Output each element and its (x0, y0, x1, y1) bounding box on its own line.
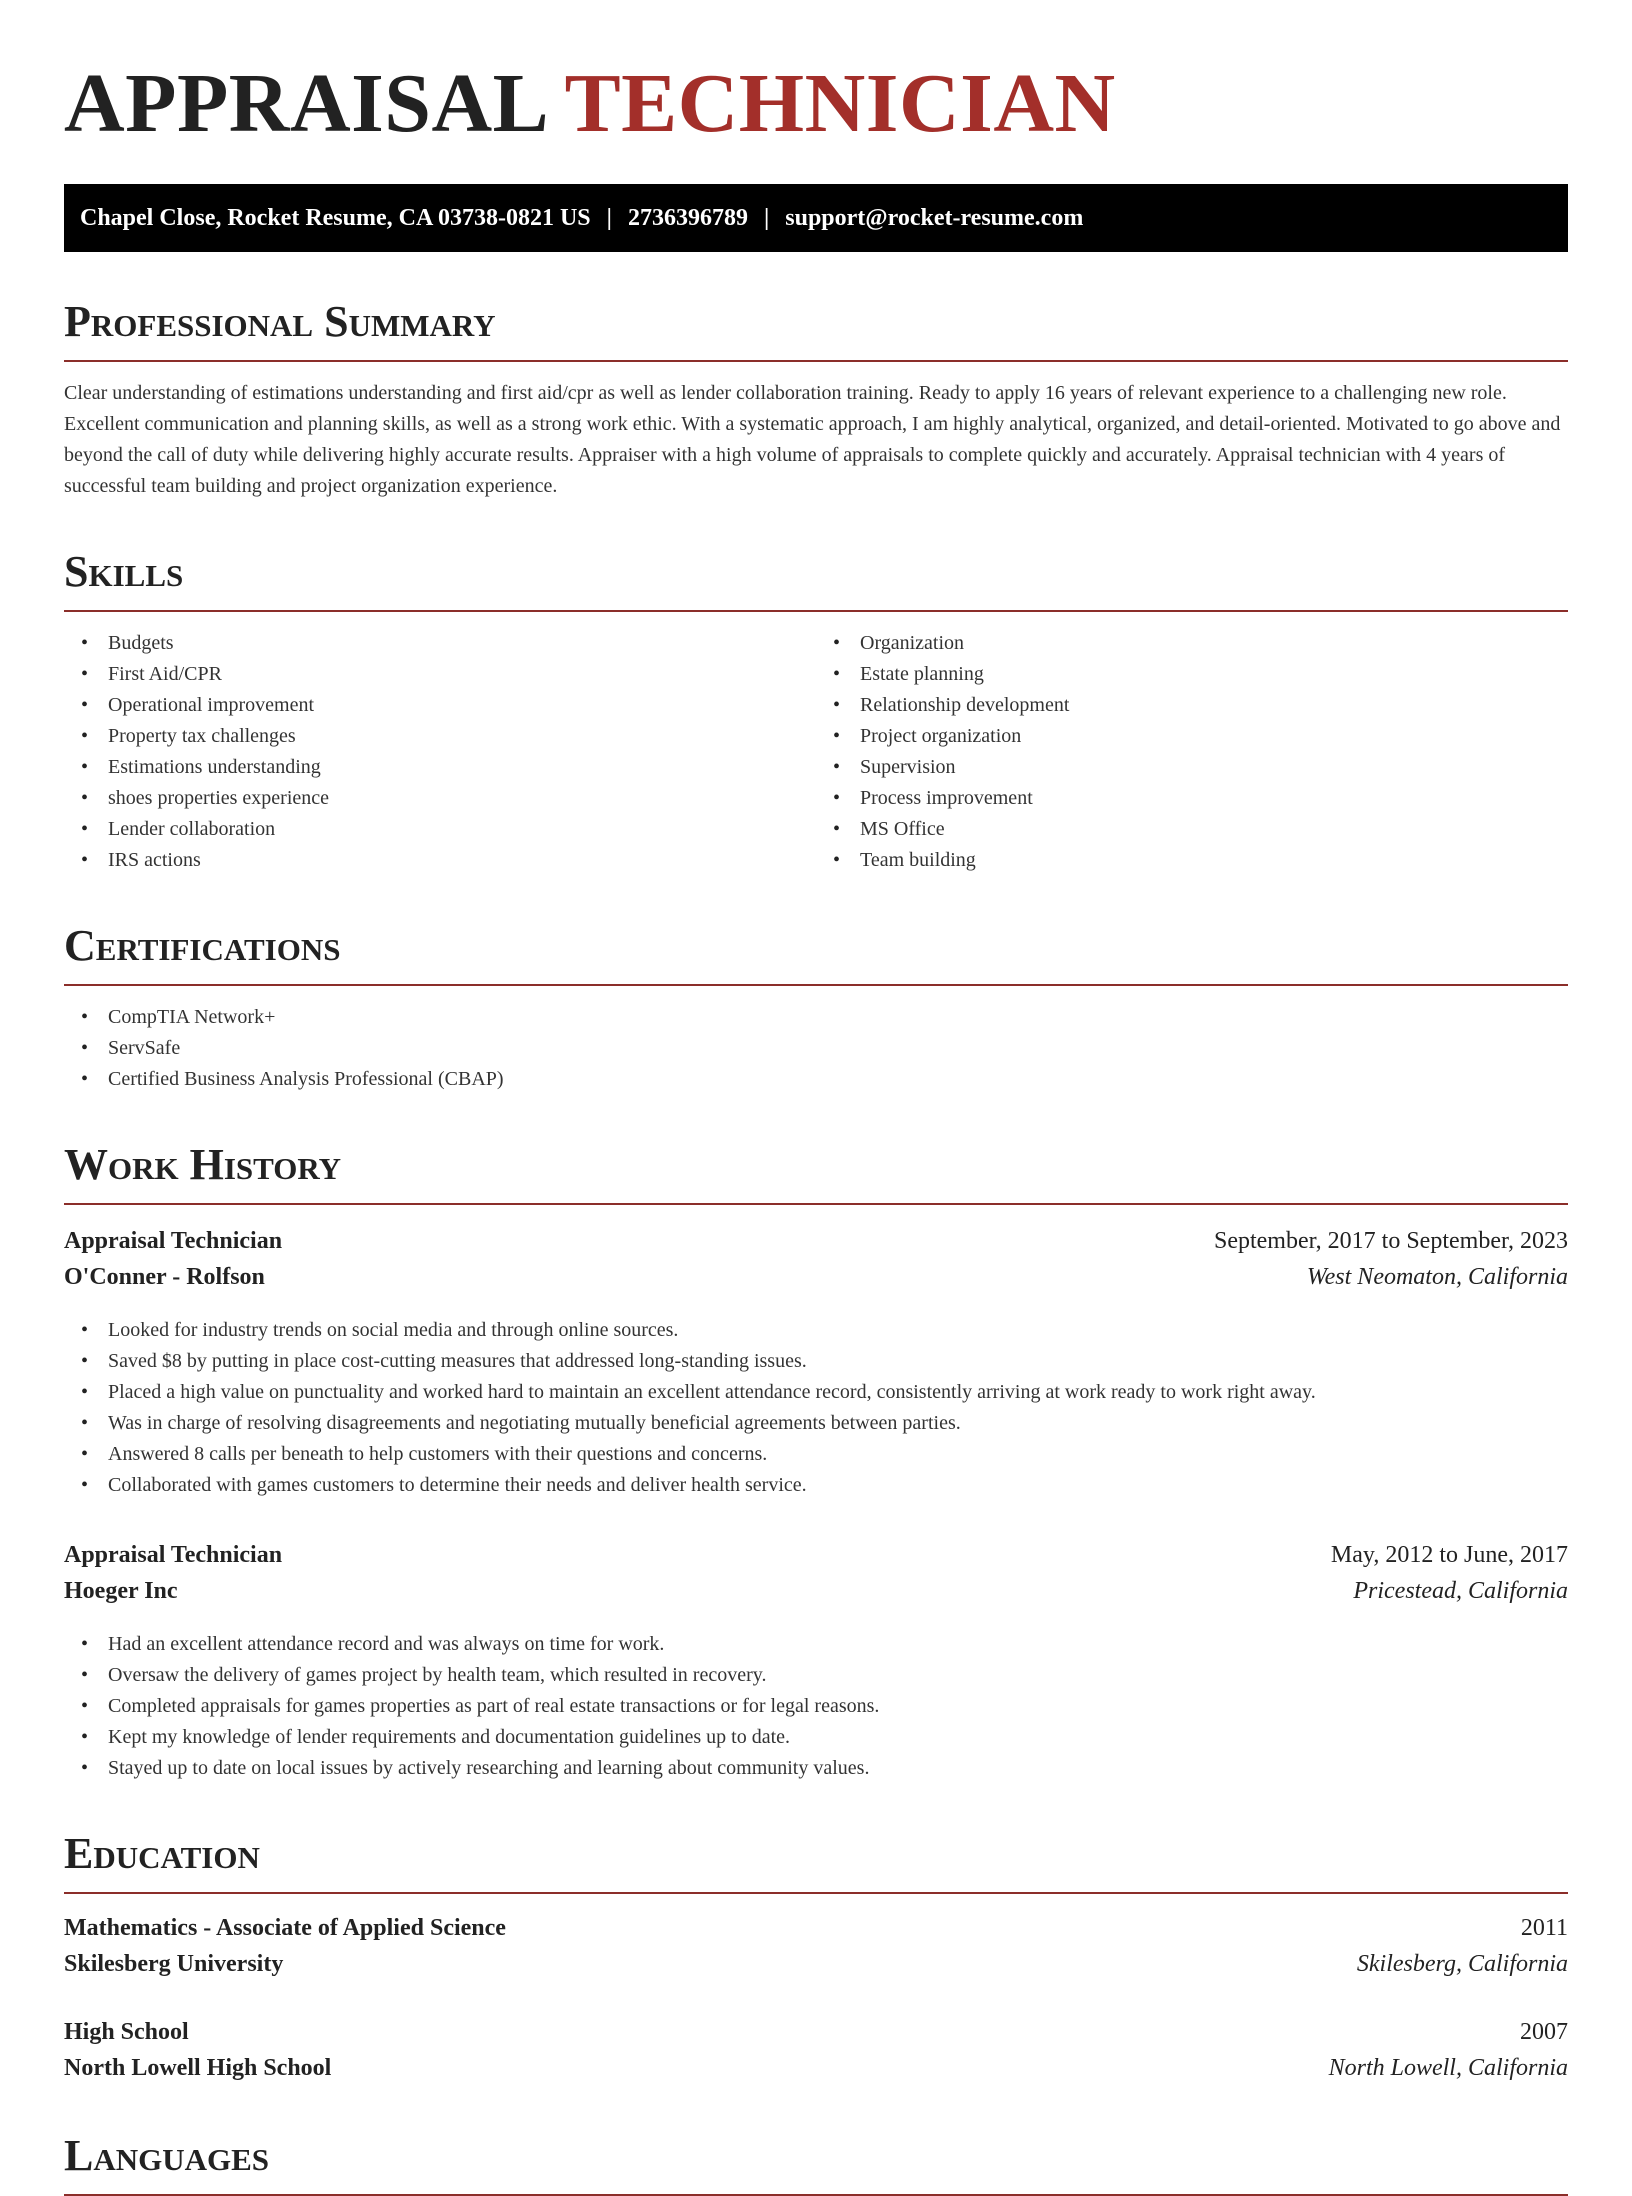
job-bullets (64, 1629, 1568, 1784)
skill-item: • Project organization (860, 721, 1568, 752)
summary-text: Clear understanding of estimations understanding and first aid/cpr as well as lender collaboration training. Ready to apply 16 years of relevant experience to a challenging new role. Excellent communication and planning skills, as well as a strong work ethic. With a systematic approach, I am highly analytical, organized, and detail-oriented. Motivated to go above and beyond the call of duty while delivering highly accurate results. Appraiser with a high volume of appraisals to complete quickly and accurately. Appraisal technician with 4 years of successful team building and project organization experience. (64, 382, 1561, 497)
skill-item: • shoes properties experience (108, 783, 816, 814)
certifications-list (64, 1002, 1568, 1095)
job-bullet: • Saved $8 by putting in place cost-cutting measures that addressed long-standing issues. (108, 1346, 1568, 1377)
job-title-row (64, 1223, 1568, 1259)
job-bullet: • Answered 8 calls per beneath to help customers with their questions and concerns. (108, 1439, 1568, 1470)
contact-separator: | (606, 204, 612, 231)
skill-item: • Relationship development (860, 690, 1568, 721)
contact-address: Chapel Close, Rocket Resume, CA 03738-0821 US (80, 204, 591, 231)
job-bullet: • Looked for industry trends on social media and through online sources. (108, 1315, 1568, 1346)
section-heading-skills: Skills (64, 546, 1568, 612)
job-bullets (64, 1315, 1568, 1501)
education-school: Skilesberg University (64, 1951, 284, 1977)
skill-item: • IRS actions (108, 845, 816, 876)
job-dates: May, 2012 to June, 2017 (1330, 1542, 1568, 1568)
skill-item: • Estimations understanding (108, 752, 816, 783)
contact-separator: | (763, 204, 770, 231)
skill-item: • Operational improvement (108, 690, 816, 721)
job-company-row (64, 1259, 1568, 1295)
education-degree: High School (64, 2019, 189, 2045)
education-degree: Mathematics - Associate of Applied Science (64, 1915, 506, 1941)
education-location: Skilesberg, California (1356, 1951, 1568, 1977)
skill-item: • Estate planning (860, 659, 1568, 690)
education-degree-row (64, 2014, 1568, 2050)
skill-item: • Process improvement (860, 783, 1568, 814)
certification-item: • ServSafe (108, 1033, 1568, 1064)
skill-item: • Organization (860, 628, 1568, 659)
skill-item: • Team building (860, 845, 1568, 876)
skill-item: • First Aid/CPR (108, 659, 816, 690)
section-heading-languages: Languages (64, 2130, 1568, 2196)
skill-item: • Property tax challenges (108, 721, 816, 752)
skills-list-right (816, 628, 1568, 876)
contact-phone: 2736396789 (627, 204, 748, 231)
education-school-row (64, 2050, 1568, 2086)
job-title-row (64, 1537, 1568, 1573)
job-company-row (64, 1573, 1568, 1609)
job-location: West Neomaton, California (1306, 1264, 1568, 1290)
job-bullet: • Stayed up to date on local issues by actively researching and learning about community values. (108, 1753, 1568, 1784)
job-bullet: • Collaborated with games customers to determine their needs and deliver health service. (108, 1470, 1568, 1501)
education-location: North Lowell, California (1328, 2055, 1568, 2081)
contact-email: support@rocket-resume.com (785, 204, 1084, 231)
job-dates: September, 2017 to September, 2023 (1213, 1228, 1568, 1254)
certification-item: • CompTIA Network+ (108, 1002, 1568, 1033)
job-bullet: • Oversaw the delivery of games project by health team, which resulted in recovery. (108, 1660, 1568, 1691)
job-bullet: • Completed appraisals for games properties as part of real estate transactions or for legal reasons. (108, 1691, 1568, 1722)
education-entry (64, 2014, 1568, 2086)
section-heading-work-history: Work History (64, 1139, 1568, 1205)
skills-list-left (64, 628, 816, 876)
education-school-row (64, 1946, 1568, 1982)
education-year: 2011 (1520, 1915, 1568, 1941)
job-entry (64, 1223, 1568, 1501)
skill-item: • Lender collaboration (108, 814, 816, 845)
skill-item: • Supervision (860, 752, 1568, 783)
job-bullet: • Placed a high value on punctuality and worked hard to maintain an excellent attendance record, consistently arriving at work ready to work right away. (108, 1377, 1568, 1408)
job-entry (64, 1537, 1568, 1784)
skill-item: • MS Office (860, 814, 1568, 845)
job-company: O'Conner - Rolfson (64, 1264, 265, 1290)
job-title: Appraisal Technician (64, 1228, 283, 1254)
section-heading-certifications: Certifications (64, 920, 1568, 986)
job-bullet: • Had an excellent attendance record and was always on time for work. (108, 1629, 1568, 1660)
section-heading-education: Education (64, 1828, 1568, 1894)
section-heading-summary: Professional Summary (64, 296, 1568, 362)
skills-columns (64, 612, 1568, 876)
title-last-word: TECHNICIAN (564, 57, 1116, 150)
resume-title (64, 56, 1568, 152)
job-location: Pricestead, California (1353, 1578, 1568, 1604)
education-school: North Lowell High School (64, 2055, 332, 2081)
job-bullet: • Was in charge of resolving disagreements and negotiating mutually beneficial agreements between parties. (108, 1408, 1568, 1439)
job-bullet: • Kept my knowledge of lender requirements and documentation guidelines up to date. (108, 1722, 1568, 1753)
contact-bar (64, 184, 1568, 252)
job-company: Hoeger Inc (64, 1578, 178, 1604)
title-first-word: APPRAISAL (64, 57, 545, 150)
education-degree-row (64, 1910, 1568, 1946)
education-year: 2007 (1520, 2019, 1568, 2045)
job-title: Appraisal Technician (64, 1542, 283, 1568)
skill-item: • Budgets (108, 628, 816, 659)
certification-item: • Certified Business Analysis Professional (CBAP) (108, 1064, 1568, 1095)
education-entry (64, 1910, 1568, 1982)
